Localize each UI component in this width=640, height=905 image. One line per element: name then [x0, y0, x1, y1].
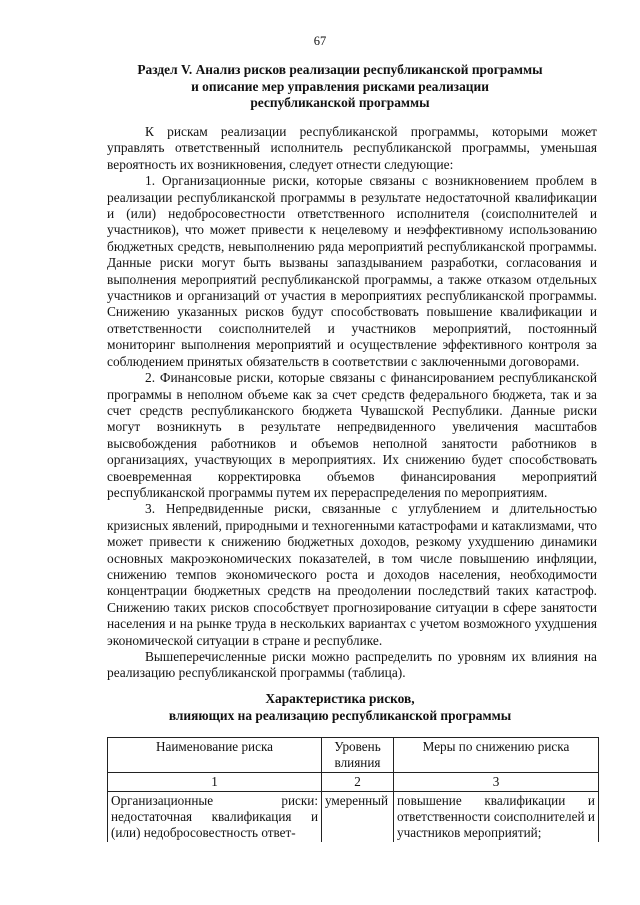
unforeseen-risks-paragraph: 3. Непредвиденные риски, связанные с углублением и длительностью кризисных явлений, природными и техногенными катастрофами и катаклизмами, что может привести к снижению бюджетных доходов, резкому ухудшению динамики основных макроэкономических показателей, в том числе повышению инфляции, снижению темпов экономического роста и доходов населения, необходимости концентрации бюджетных средств на преодолении последствий таких катастроф. Снижению таких рисков способствует прогнозирование ситуации в сфере занятости населения и на рынке труда в нескольких вариантах с учетом возможного ухудшения экономической ситуации в стране и республике. — [107, 501, 597, 648]
column-number: 2 — [322, 773, 394, 792]
table-number-row — [108, 773, 599, 792]
section-title — [80, 62, 600, 112]
section-title-line: и описание мер управления рисками реализации — [191, 78, 489, 94]
risk-name-cell: Организационные риски: недостаточная квалификация и (или) недобросовестность ответ- — [108, 792, 322, 843]
table-header-row — [108, 738, 599, 773]
intro-paragraph: К рискам реализации республиканской программы, которыми может управлять ответственный исполнитель республиканской программы, уменьшая вероятность их возникновения, следует отнести следующие: — [107, 124, 597, 172]
mitigation-cell: повышение квалификации и ответственности соисполнителей и участников мероприятий; — [394, 792, 599, 843]
body-text — [107, 124, 597, 682]
header-impact-level: Уровень влияния — [322, 738, 394, 773]
table-title — [80, 691, 600, 724]
page-number: 67 — [313, 34, 327, 48]
organizational-risks-paragraph: 1. Организационные риски, которые связаны с возникновением проблем в реализации республиканской программы в результате недостаточной квалификации и (или) недобросовестности ответственного исполнителя (соисполнителей и участников), что может привести к нецелевому и неэффективному использованию бюджетных средств, невыполнению ряда мероприятий республиканской программы. Данные риски могут быть вызваны запаздыванием разработки, согласования и выполнения мероприятий республиканской программы, а также отказом отдельных участников и организаций от участия в мероприятиях республиканской программы. Снижению указанных рисков будут способствовать повышение квалификации и ответственности соисполнителей и участников мероприятий, постоянный мониторинг выполнения мероприятий и осуществление эффективного контроля за соблюдением принятых обязательств в соответствии с заключенными договорами. — [107, 173, 597, 369]
risk-table — [107, 737, 599, 842]
financial-risks-paragraph: 2. Финансовые риски, которые связаны с финансированием республиканской программы в неполном объеме как за счет средств федерального бюджета, так и за счет средств республиканского бюджета Чувашской Республики. Данные риски могут возникнуть в результате непредвиденного увеличения масштабов высвобождения работников и объемов неполной занятости работников в организациях, участвующих в мероприятиях. Их снижению будет способствовать своевременная корректировка объемов финансирования мероприятий республиканской программы путем их перераспределения по мероприятиям. — [107, 370, 597, 500]
section-title-line: республиканской программы — [250, 95, 430, 110]
impact-level-cell: умеренный — [322, 792, 394, 843]
section-title-line: Раздел V. Анализ рисков реализации республиканской программы — [137, 62, 543, 77]
table-row — [108, 792, 599, 843]
header-mitigation: Меры по снижению риска — [394, 738, 599, 773]
column-number: 3 — [394, 773, 599, 792]
header-risk-name: Наименование риска — [108, 738, 322, 773]
summary-paragraph: Вышеперечисленные риски можно распределить по уровням их влияния на реализацию республиканской программы (таблица). — [107, 649, 597, 681]
table-title-line: влияющих на реализацию республиканской программы — [168, 707, 512, 723]
table-title-line: Характеристика рисков, — [265, 691, 415, 706]
column-number: 1 — [108, 773, 322, 792]
